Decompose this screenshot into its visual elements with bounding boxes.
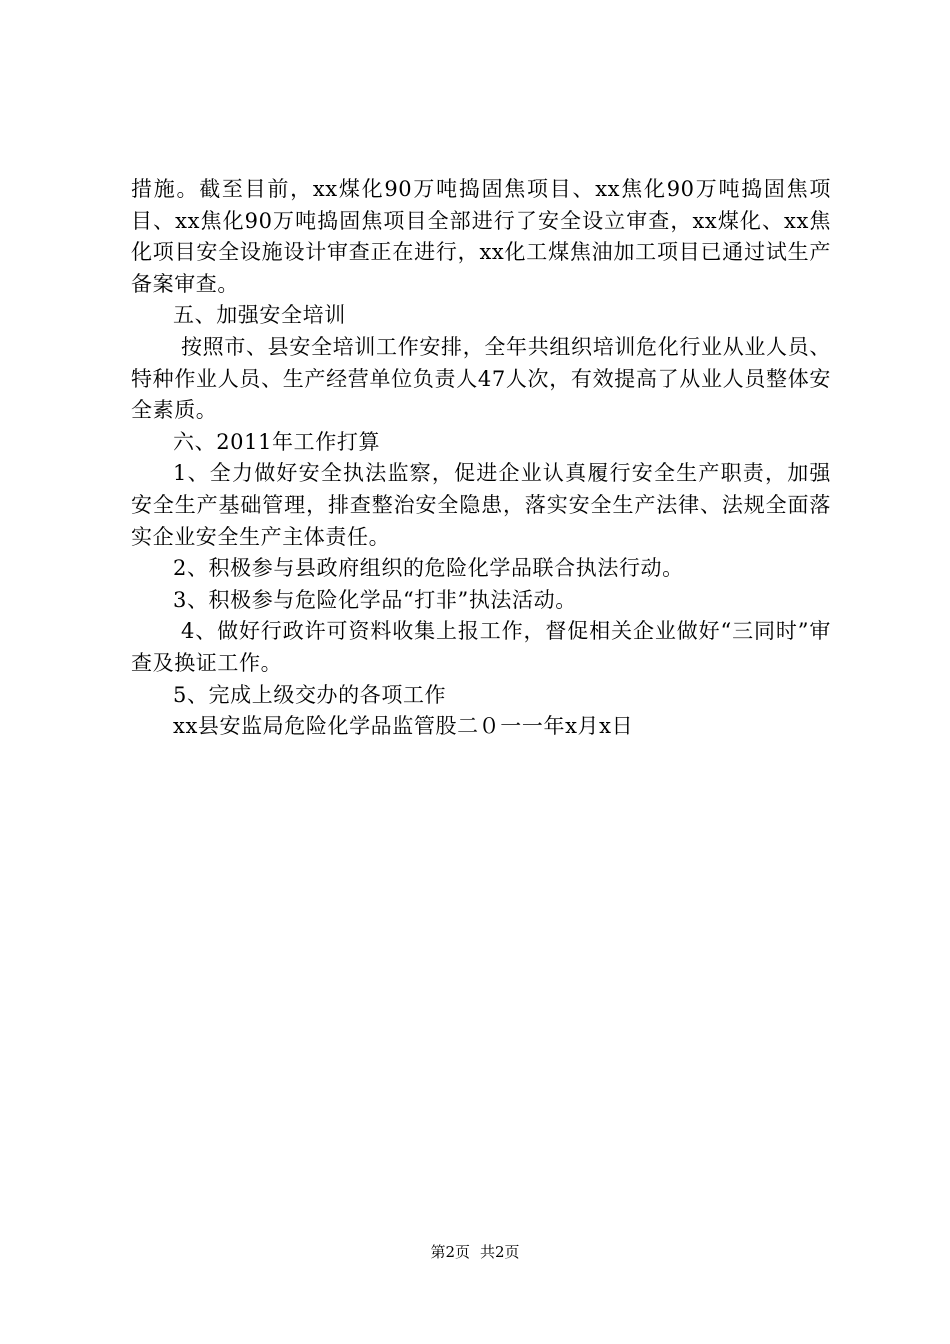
page-number-current: 第2页 (430, 1243, 470, 1261)
page-footer (0, 1242, 950, 1262)
plan-item-5: 5、完成上级交办的各项工作 (173, 682, 447, 707)
paragraph-measures-continued: 措施。截至目前，xx煤化90万吨捣固焦项目、xx焦化90万吨捣固焦项目、xx焦化90万吨捣固焦项目全部进行了安全设立审查，xx煤化、xx焦化项目安全设施设计审查正在进行，xx化工煤焦油加工项目已通过试生产备案审查。 (131, 177, 831, 296)
page-number-total: 共2页 (480, 1243, 520, 1261)
plan-item-1: 1、全力做好安全执法监察，促进企业认真履行安全生产职责，加强安全生产基础管理，排查整治安全隐患，落实安全生产法律、法规全面落实企业安全生产主体责任。 (131, 461, 831, 549)
document-body (131, 174, 831, 743)
heading-work-plan-2011: 六、2011年工作打算 (173, 429, 381, 454)
paragraph-training-summary: 按照市、县安全培训工作安排，全年共组织培训危化行业从业人员、特种作业人员、生产经营单位负责人47人次，有效提高了从业人员整体安全素质。 (131, 334, 831, 423)
signature-line: xx县安监局危险化学品监管股二０一一年x月x日 (173, 714, 634, 739)
plan-item-3: 3、积极参与危险化学品“打非”执法活动。 (173, 587, 577, 612)
plan-item-4: 4、做好行政许可资料收集上报工作，督促相关企业做好“三同时”审查及换证工作。 (131, 619, 831, 675)
plan-item-2: 2、积极参与县政府组织的危险化学品联合执法行动。 (173, 556, 684, 581)
heading-safety-training: 五、加强安全培训 (173, 303, 346, 328)
